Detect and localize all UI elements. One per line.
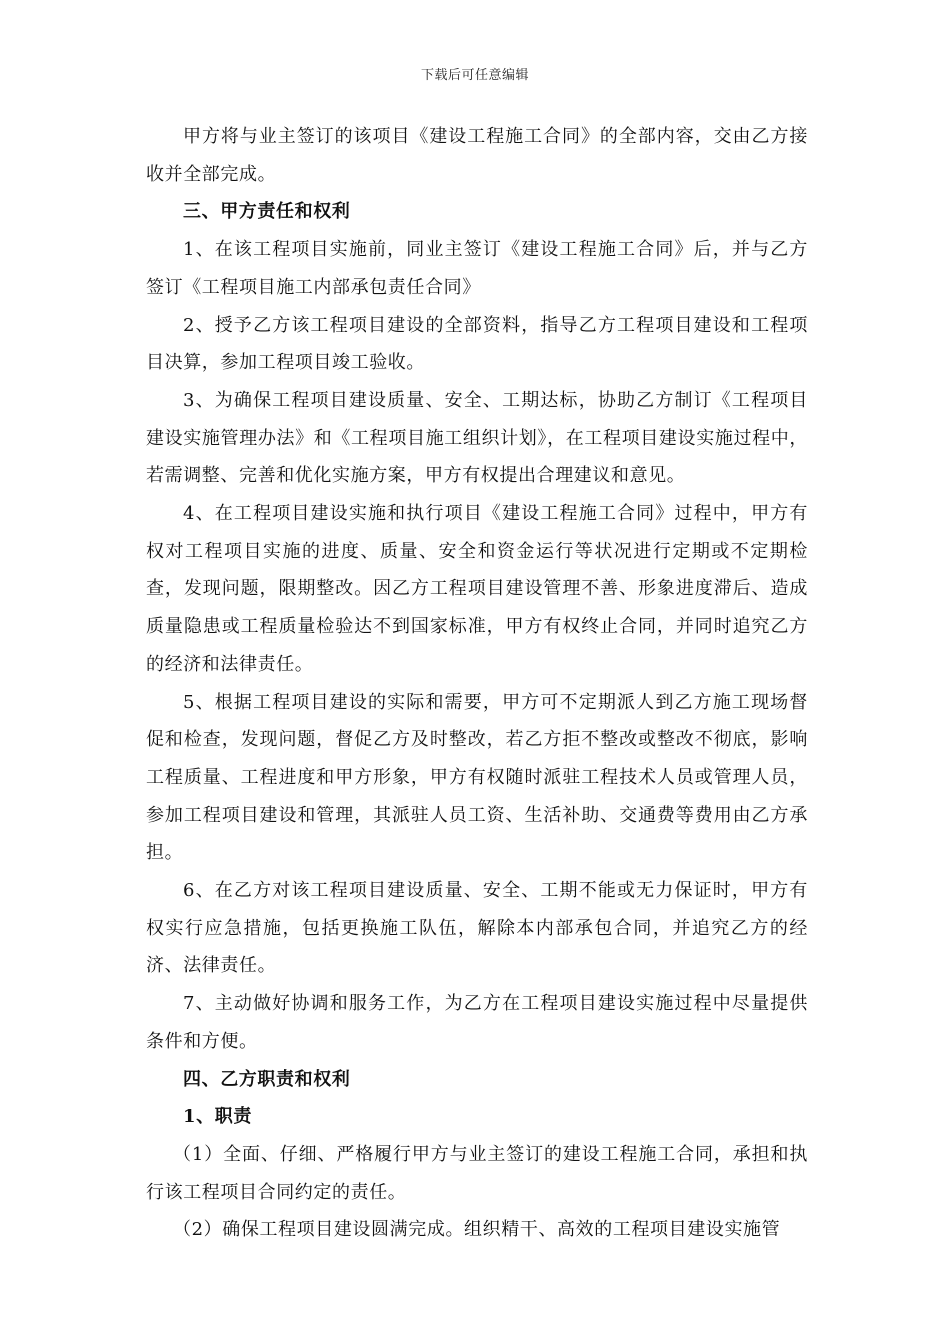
paragraph-section3-item3: 3、为确保工程项目建设质量、安全、工期达标，协助乙方制订《工程项目建设实施管理办法》和《工程项目施工组织计划》，在工程项目建设实施过程中，若需调整、完善和优化实施方案，甲方有权提出合理建议和意见。: [146, 389, 808, 487]
paragraph-section3-item2: 2、授予乙方该工程项目建设的全部资料，指导乙方工程项目建设和工程项目决算，参加工程项目竣工验收。: [146, 314, 808, 374]
section-heading-4: 四、乙方职责和权利: [183, 1068, 351, 1090]
section-heading-3: 三、甲方责任和权利: [183, 201, 351, 223]
paragraph-section3-item7: 7、主动做好协调和服务工作，为乙方在工程项目建设实施过程中尽量提供条件和方便。: [146, 993, 808, 1052]
paragraph-intro: 甲方将与业主签订的该项目《建设工程施工合同》的全部内容，交由乙方接收并全部完成。: [146, 126, 808, 185]
paragraph-section3-item1: 1、在该工程项目实施前，同业主签订《建设工程施工合同》后，并与乙方签订《工程项目施工内部承包责任合同》: [146, 239, 808, 298]
document-body: [146, 118, 808, 1249]
paragraph-section3-item4: 4、在工程项目建设实施和执行项目《建设工程施工合同》过程中，甲方有权对工程项目实施的进度、质量、安全和资金运行等状况进行定期或不定期检查，发现问题，限期整改。因乙方工程项目建设管理不善、形象进度滞后、造成质量隐患或工程质量检验达不到国家标准，甲方有权终止合同，并同时追究乙方的经济和法律责任。: [146, 503, 808, 675]
page-header-note: 下载后可任意编辑: [420, 68, 529, 83]
paragraph-duty-1: （1）全面、仔细、严格履行甲方与业主签订的建设工程施工合同，承担和执行该工程项目合同约定的责任。: [146, 1143, 808, 1203]
paragraph-section3-item6: 6、在乙方对该工程项目建设质量、安全、工期不能或无力保证时，甲方有权实行应急措施，包括更换施工队伍，解除本内部承包合同，并追究乙方的经济、法律责任。: [146, 880, 808, 977]
paragraph-duty-2: （2）确保工程项目建设圆满完成。组织精干、高效的工程项目建设实施管: [173, 1219, 781, 1241]
paragraph-section3-item5: 5、根据工程项目建设的实际和需要，甲方可不定期派人到乙方施工现场督促和检查，发现问题，督促乙方及时整改，若乙方拒不整改或整改不彻底，影响工程质量、工程进度和甲方形象，甲方有权随时派驻工程技术人员或管理人员，参加工程项目建设和管理，其派驻人员工资、生活补助、交通费等费用由乙方承担。: [146, 691, 808, 864]
subsection-heading-duties: 1、职责: [183, 1106, 252, 1128]
